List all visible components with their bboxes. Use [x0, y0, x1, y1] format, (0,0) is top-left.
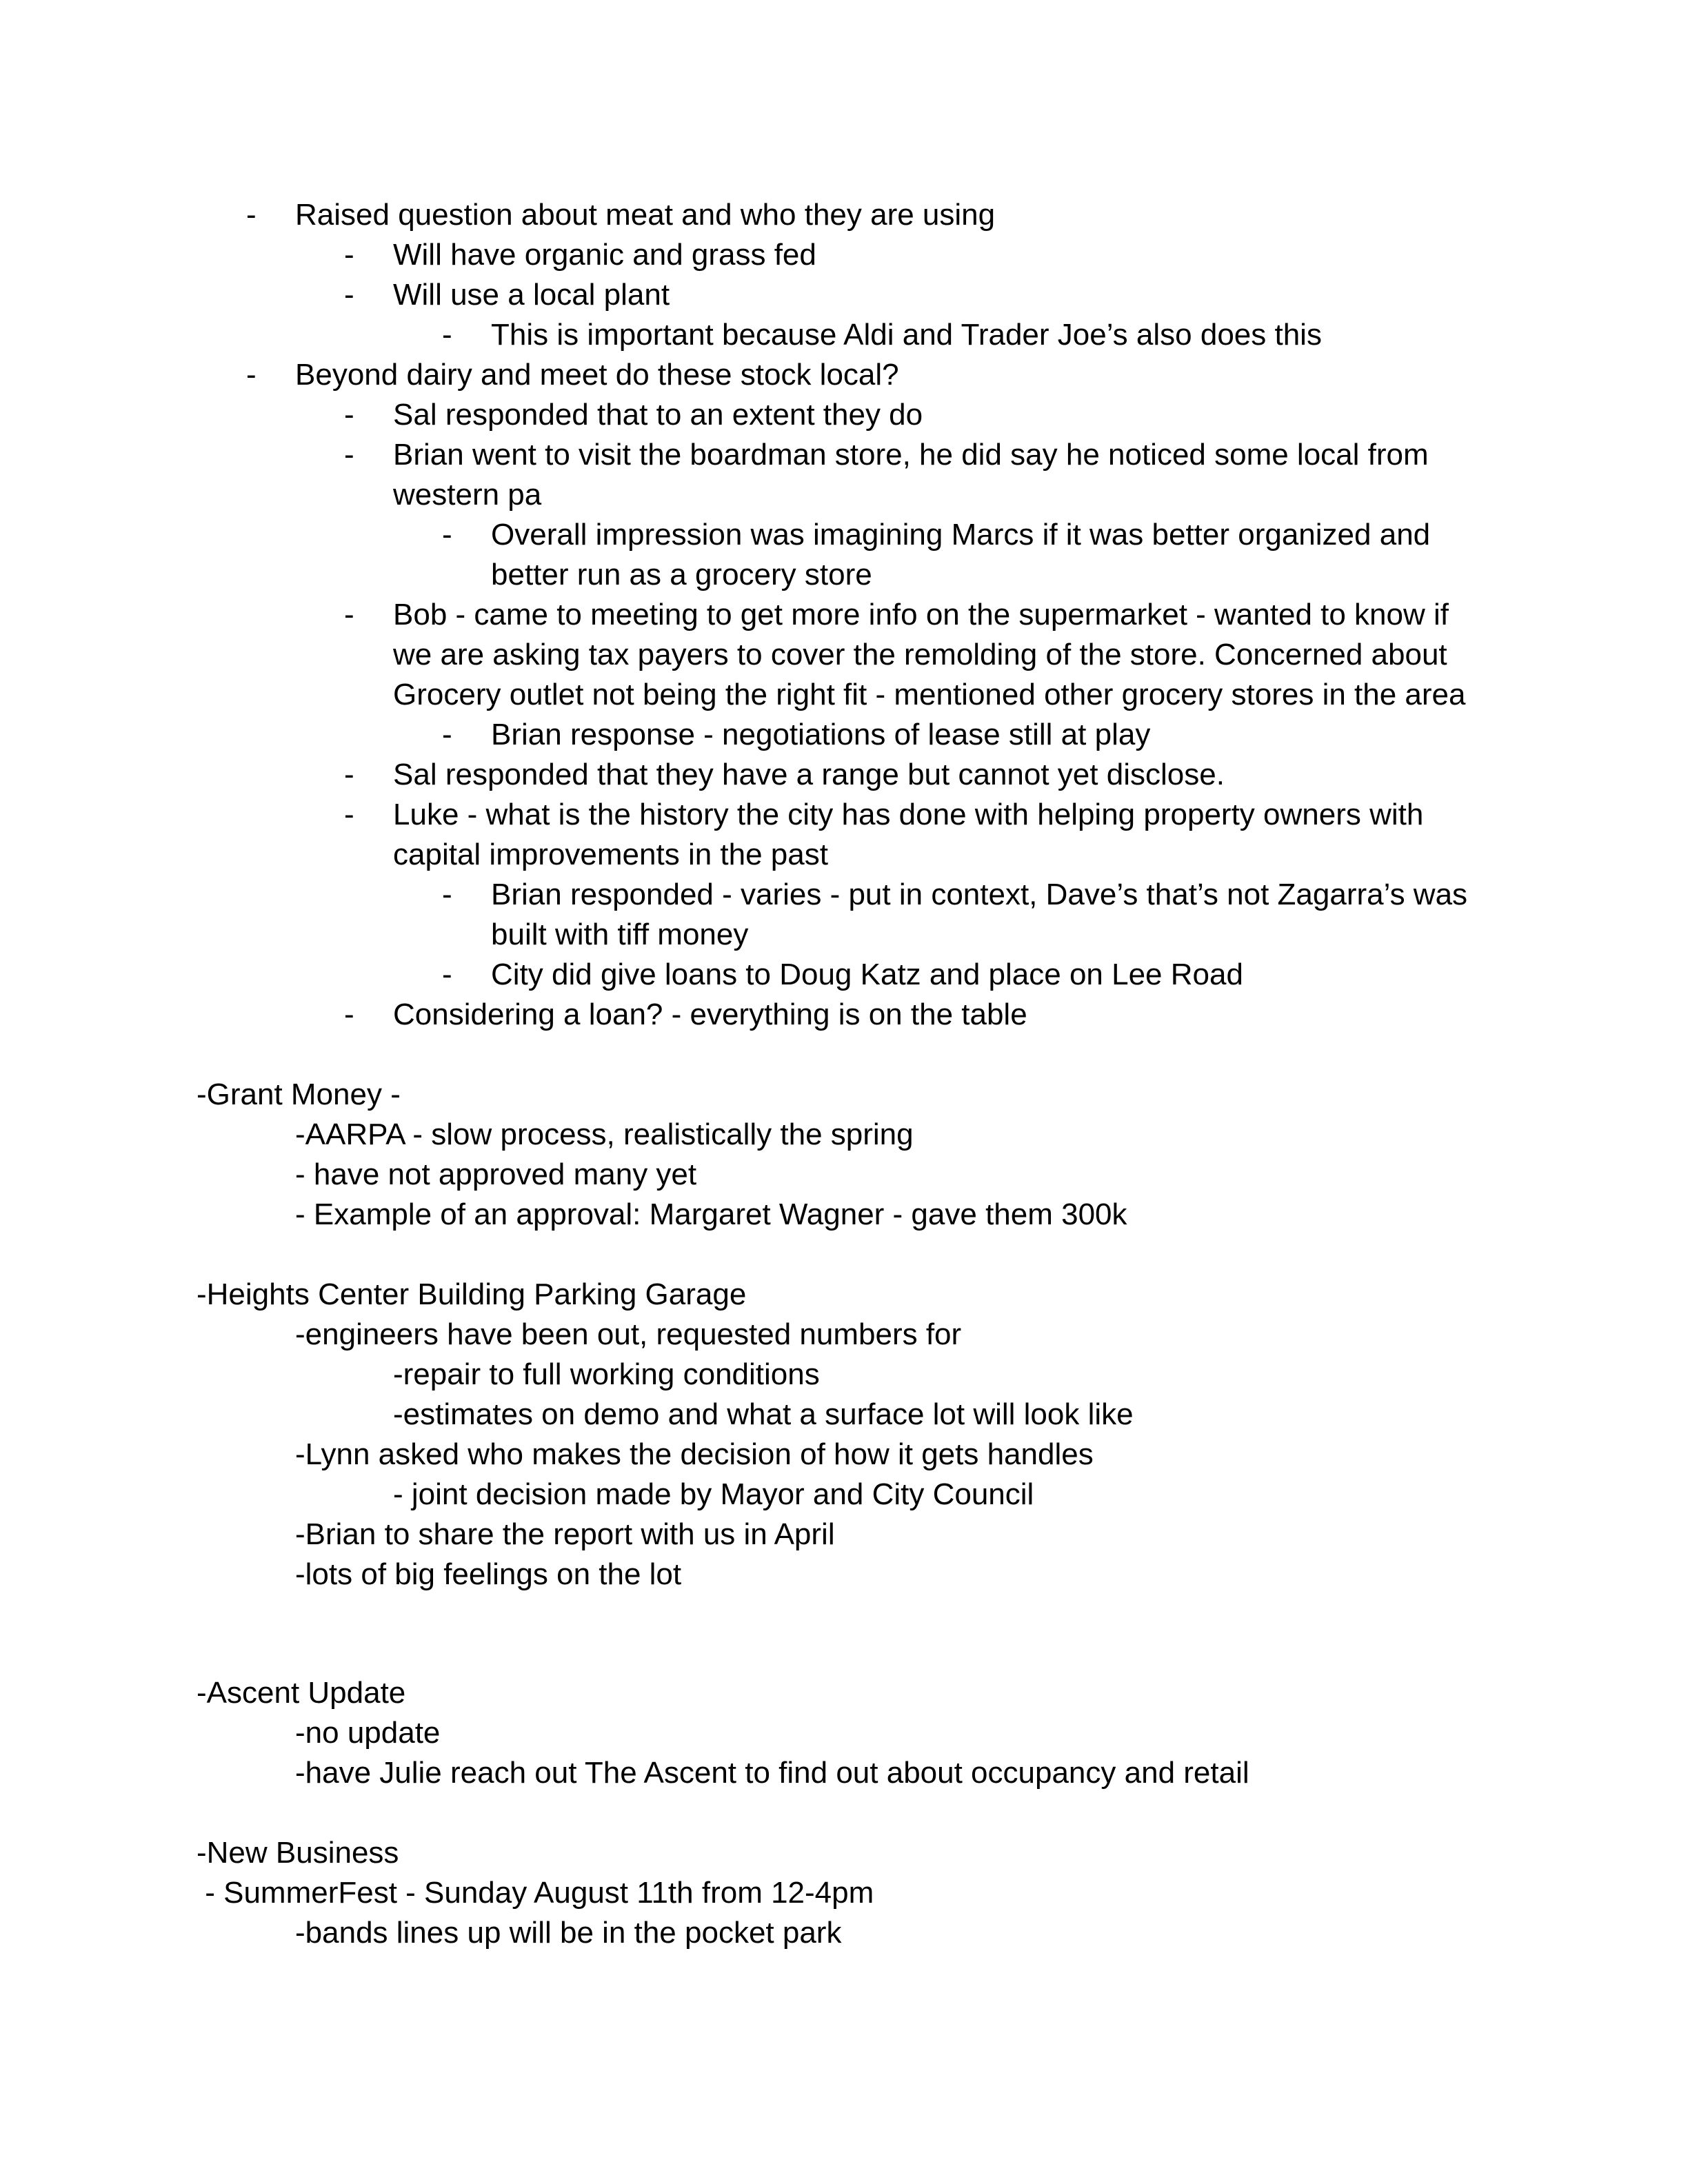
repair-line: -repair to full working conditions [393, 1357, 820, 1391]
bullet-dash: - [442, 958, 452, 991]
parking-garage-heading: -Heights Center Building Parking Garage [197, 1277, 747, 1311]
impression-line-cont: better run as a grocery store [491, 558, 872, 592]
bullet-dash: - [344, 398, 354, 432]
impression-line: Overall impression was imagining Marcs if it was better organized and [491, 518, 1431, 552]
city-loans-line: City did give loans to Doug Katz and place on Lee Road [491, 958, 1243, 991]
organic-line: Will have organic and grass fed [393, 238, 816, 272]
bullet-dash: - [344, 238, 354, 272]
bob-line-cont: we are asking tax payers to cover the remolding of the store. Concerned about [393, 638, 1447, 671]
sal-extent-line: Sal responded that to an extent they do [393, 398, 923, 432]
bands-line: -bands lines up will be in the pocket park [295, 1916, 842, 1950]
grant-money-heading: -Grant Money - [197, 1078, 401, 1111]
lynn-line: -Lynn asked who makes the decision of how it gets handles [295, 1437, 1094, 1471]
report-line: -Brian to share the report with us in April [295, 1517, 835, 1551]
bullet-dash: - [344, 758, 354, 791]
engineers-line: -engineers have been out, requested numbers for [295, 1317, 962, 1351]
ascent-update-heading: -Ascent Update [197, 1676, 406, 1710]
bullet-dash: - [344, 278, 354, 312]
bullet-dash: - [442, 318, 452, 352]
meat-question-line: Raised question about meat and who they are using [295, 198, 996, 232]
bullet-dash: - [442, 878, 452, 911]
bullet-dash: - [344, 998, 354, 1031]
bullet-dash: - [442, 518, 452, 552]
brian-varies-line: Brian responded - varies - put in context, Dave’s that’s not Zagarra’s was [491, 878, 1468, 911]
bullet-dash: - [442, 718, 452, 751]
bullet-dash: - [246, 198, 257, 232]
brian-visit-line-cont: western pa [393, 478, 542, 512]
brian-varies-line-cont: built with tiff money [491, 918, 749, 951]
sal-range-line: Sal responded that they have a range but cannot yet disclose. [393, 758, 1225, 791]
bullet-dash: - [246, 358, 257, 392]
feelings-line: -lots of big feelings on the lot [295, 1557, 682, 1591]
luke-line-cont: capital improvements in the past [393, 838, 828, 871]
bullet-dash: - [344, 798, 354, 831]
brian-lease-line: Brian response - negotiations of lease still at play [491, 718, 1151, 751]
new-business-heading: -New Business [197, 1836, 399, 1870]
approval-example-line: - Example of an approval: Margaret Wagner - gave them 300k [295, 1197, 1127, 1231]
bob-line: Bob - came to meeting to get more info on the supermarket - wanted to know if [393, 598, 1449, 631]
no-update-line: -no update [295, 1716, 441, 1750]
beyond-dairy-line: Beyond dairy and meet do these stock local? [295, 358, 899, 392]
local-plant-line: Will use a local plant [393, 278, 670, 312]
brian-visit-line: Brian went to visit the boardman store, he did say he noticed some local from [393, 438, 1429, 472]
bullet-dash: - [344, 598, 354, 631]
important-line: This is important because Aldi and Trader Joe’s also does this [491, 318, 1322, 352]
bob-line-cont: Grocery outlet not being the right fit - mentioned other grocery stores in the area [393, 678, 1466, 711]
loan-line: Considering a loan? - everything is on the table [393, 998, 1027, 1031]
joint-decision-line: - joint decision made by Mayor and City Council [393, 1477, 1034, 1511]
bullet-dash: - [344, 438, 354, 472]
estimates-line: -estimates on demo and what a surface lot will look like [393, 1397, 1134, 1431]
aarpa-line: -AARPA - slow process, realistically the spring [295, 1118, 914, 1151]
julie-line: -have Julie reach out The Ascent to find out about occupancy and retail [295, 1756, 1249, 1790]
luke-line: Luke - what is the history the city has done with helping property owners with [393, 798, 1424, 831]
summerfest-line: - SummerFest - Sunday August 11th from 12-4pm [197, 1876, 874, 1910]
not-approved-line: - have not approved many yet [295, 1157, 697, 1191]
